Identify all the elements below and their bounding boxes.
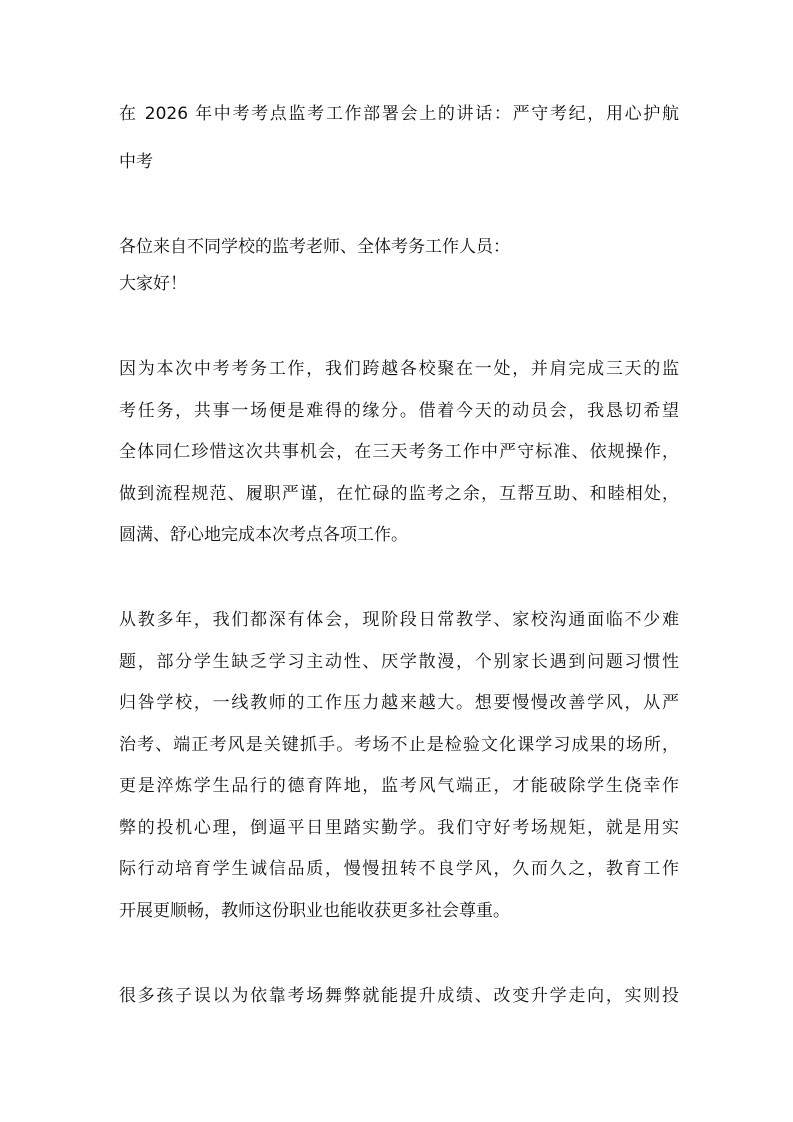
paragraph-2-line: 开展更顺畅，教师这份职业也能收获更多社会尊重。	[119, 901, 510, 921]
paragraph-2-line: 从教多年，我们都深有体会，现阶段日常教学、家校沟通面临不少难	[119, 610, 679, 630]
paragraph-1-line: 因为本次中考考务工作，我们跨越各校聚在一处，并肩完成三天的监	[119, 359, 679, 379]
paragraph-1-line: 做到流程规范、履职严谨，在忙碌的监考之余，互帮互助、和睦相处，	[119, 484, 679, 504]
greeting: 大家好！	[119, 274, 187, 294]
paragraph-1-line: 圆满、舒心地完成本次考点各项工作。	[119, 525, 408, 545]
paragraph-2-line: 弊的投机心理，倒逼平日里踏实勤学。我们守好考场规矩，就是用实	[119, 818, 679, 838]
paragraph-2-line: 更是淬炼学生品行的德育阵地，监考风气端正，才能破除学生侥幸作	[119, 776, 679, 796]
title-line-2: 中考	[119, 152, 153, 172]
paragraph-2-line: 归咎学校，一线教师的工作压力越来越大。想要慢慢改善学风，从严	[119, 693, 679, 713]
paragraph-2-line: 际行动培育学生诚信品质，慢慢扭转不良学风，久而久之，教育工作	[119, 859, 679, 879]
salutation: 各位来自不同学校的监考老师、全体考务工作人员：	[119, 237, 510, 257]
paragraph-3-line: 很多孩子误以为依靠考场舞弊就能提升成绩、改变升学走向，实则投	[119, 986, 679, 1006]
paragraph-2-line: 治考、端正考风是关键抓手。考场不止是检验文化课学习成果的场所，	[119, 735, 679, 755]
paragraph-1-line: 全体同仁珍惜这次共事机会，在三天考务工作中严守标准、依规操作，	[119, 442, 679, 462]
paragraph-2-line: 题，部分学生缺乏学习主动性、厌学散漫，个别家长遇到问题习惯性	[119, 652, 679, 672]
paragraph-1-line: 考任务，共事一场便是难得的缘分。借着今天的动员会，我恳切希望	[119, 401, 679, 421]
title-line-1: 在 2026 年中考考点监考工作部署会上的讲话：严守考纪，用心护航	[119, 104, 679, 124]
